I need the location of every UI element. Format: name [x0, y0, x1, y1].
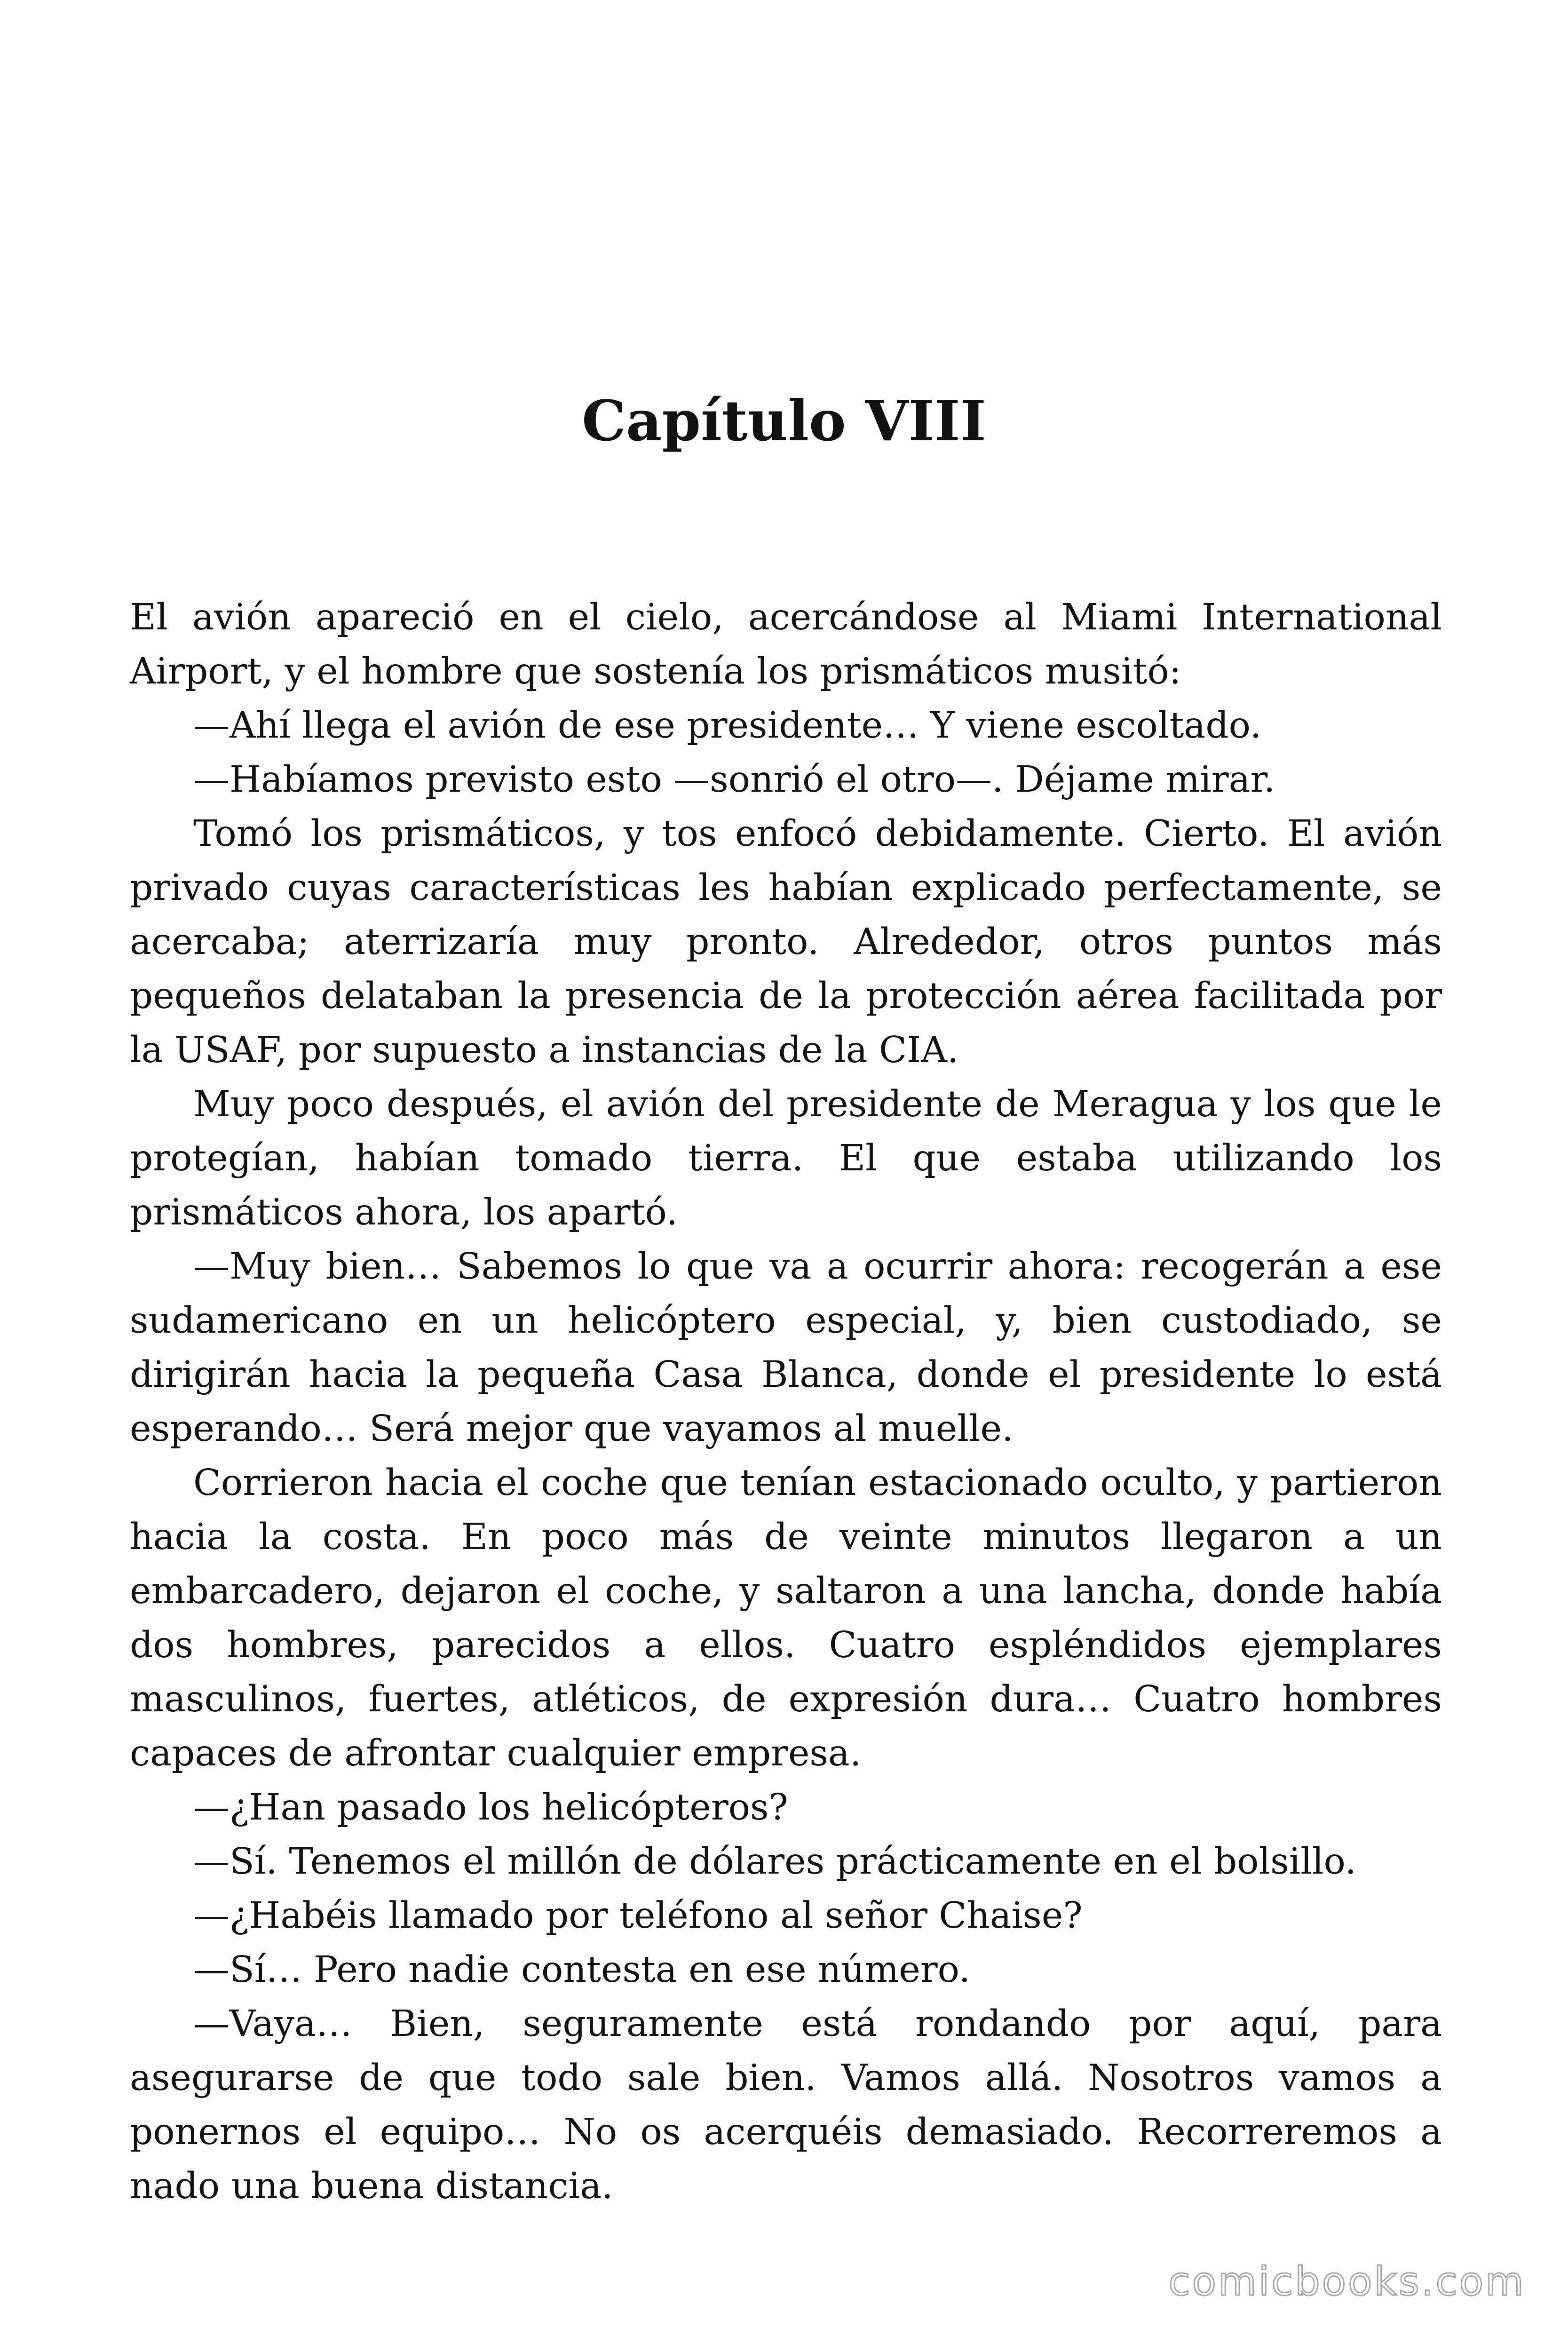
watermark: comicbooks.com	[1168, 2258, 1526, 2304]
paragraph-4: Tomó los prismáticos, y tos enfocó debidamente. Cierto. El avión privado cuyas características les habían explicado perfectamente, se acercaba; aterrizaría muy pronto. Alrededor, otros puntos más pequeños delataban la presencia de la protección aérea facilitada por la USAF, por supuesto a instancias de la CIA.	[130, 813, 1442, 1071]
paragraph-9: —Sí. Tenemos el millón de dólares prácticamente en el bolsillo.	[193, 1841, 1357, 1883]
paragraph-2: —Ahí llega el avión de ese presidente… Y viene escoltado.	[193, 705, 1262, 747]
paragraph-8: —¿Han pasado los helicópteros?	[193, 1787, 788, 1828]
paragraph-3: —Habíamos previsto esto —sonrió el otro—. Déjame mirar.	[193, 759, 1275, 801]
paragraph-10: —¿Habéis llamado por teléfono al señor Chaise?	[193, 1895, 1083, 1937]
chapter-title: Capítulo VIII	[582, 388, 986, 453]
paragraph-12: —Vaya… Bien, seguramente está rondando por aquí, para asegurarse de que todo sale bien. Vamos allá. Nosotros vamos a ponernos el equipo… No os acerquéis demasiado. Recorreremos a nado una buena distancia.	[130, 2003, 1442, 2207]
paragraph-5: Muy poco después, el avión del presidente de Meragua y los que le protegían, habían tomado tierra. El que estaba utilizando los prismáticos ahora, los apartó.	[130, 1083, 1442, 1233]
paragraph-11: —Sí… Pero nadie contesta en ese número.	[193, 1949, 971, 1991]
paragraph-1: El avión apareció en el cielo, acercándose al Miami International Airport, y el hombre que sostenía los prismáticos musitó:	[130, 596, 1442, 692]
paragraph-6: —Muy bien… Sabemos lo que va a ocurrir ahora: recogerán a ese sudamericano en un helicóptero especial, y, bien custodiado, se dirigirán hacia la pequeña Casa Blanca, donde el presidente lo está esperando… Será mejor que vayamos al muelle.	[130, 1246, 1442, 1450]
paragraph-7: Corrieron hacia el coche que tenían estacionado oculto, y partieron hacia la costa. En poco más de veinte minutos llegaron a un embarcadero, dejaron el coche, y saltaron a una lancha, donde había dos hombres, parecidos a ellos. Cuatro espléndidos ejemplares masculinos, fuertes, atléticos, de expresión dura… Cuatro hombres capaces de afrontar cualquier empresa.	[130, 1462, 1442, 1774]
chapter-body	[130, 590, 1442, 2213]
